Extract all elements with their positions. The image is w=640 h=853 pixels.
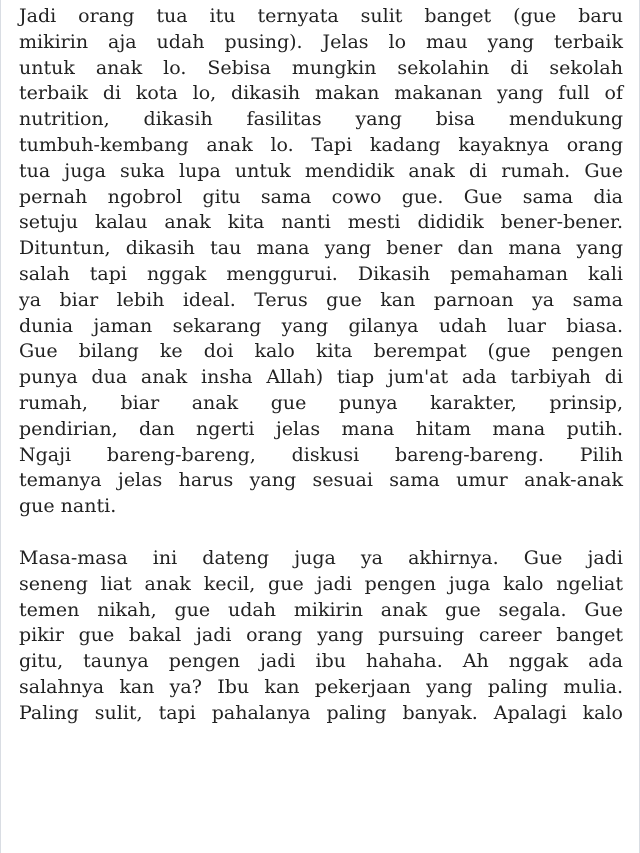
text-line: Gue bilang ke doi kalo kita berempat (gue pengen [19, 340, 623, 363]
text-line: pendirian, dan ngerti jelas mana hitam mana putih. [19, 417, 623, 440]
text-line: Dituntun, dikasih tau mana yang bener dan mana yang [19, 237, 623, 260]
text-line: seneng liat anak kecil, gue jadi pengen juga kalo ngeliat [19, 572, 623, 595]
paragraph-1 [19, 4, 623, 520]
text-line: untuk anak lo. Sebisa mungkin sekolahin di sekolah [19, 56, 623, 79]
text-line: tua juga suka lupa untuk mendidik anak di rumah. Gue [19, 159, 623, 182]
text-line: salahnya kan ya? Ibu kan pekerjaan yang paling mulia. [19, 675, 623, 698]
text-line: salah tapi nggak menggurui. Dikasih pemahaman kali [19, 262, 623, 285]
text-line: setuju kalau anak kita nanti mesti dididik bener-bener. [19, 211, 623, 234]
text-line: pikir gue bakal jadi orang yang pursuing career banget [19, 624, 623, 647]
text-line: dunia jaman sekarang yang gilanya udah luar biasa. [19, 314, 623, 337]
text-line: pernah ngobrol gitu sama cowo gue. Gue sama dia [19, 185, 623, 208]
text-line: ya biar lebih ideal. Terus gue kan parnoan ya sama [19, 288, 623, 311]
text-line: temen nikah, gue udah mikirin anak gue segala. Gue [19, 598, 623, 621]
text-line: mikirin aja udah pusing). Jelas lo mau yang terbaik [19, 30, 623, 53]
text-line: gue nanti. [19, 495, 117, 518]
text-line: Masa-masa ini dateng juga ya akhirnya. Gue jadi [19, 546, 623, 569]
text-line: temanya jelas harus yang sesuai sama umur anak-anak [19, 469, 623, 492]
text-line: nutrition, dikasih fasilitas yang bisa mendukung [19, 108, 623, 131]
article-body [19, 4, 623, 727]
text-line: terbaik di kota lo, dikasih makan makanan yang full of [19, 82, 623, 105]
paragraph-gap [19, 520, 623, 546]
text-line: Paling sulit, tapi pahalanya paling banyak. Apalagi kalo [19, 701, 623, 724]
text-line: tumbuh-kembang anak lo. Tapi kadang kayaknya orang [19, 133, 623, 156]
text-line: punya dua anak insha Allah) tiap jum'at ada tarbiyah di [19, 366, 623, 389]
paragraph-2 [19, 546, 623, 727]
text-line: Jadi orang tua itu ternyata sulit banget (gue baru [19, 5, 623, 27]
text-line: rumah, biar anak gue punya karakter, prinsip, [19, 391, 623, 414]
text-line: gitu, taunya pengen jadi ibu hahaha. Ah nggak ada [19, 650, 623, 673]
text-line: Ngaji bareng-bareng, diskusi bareng-bareng. Pilih [19, 443, 623, 466]
